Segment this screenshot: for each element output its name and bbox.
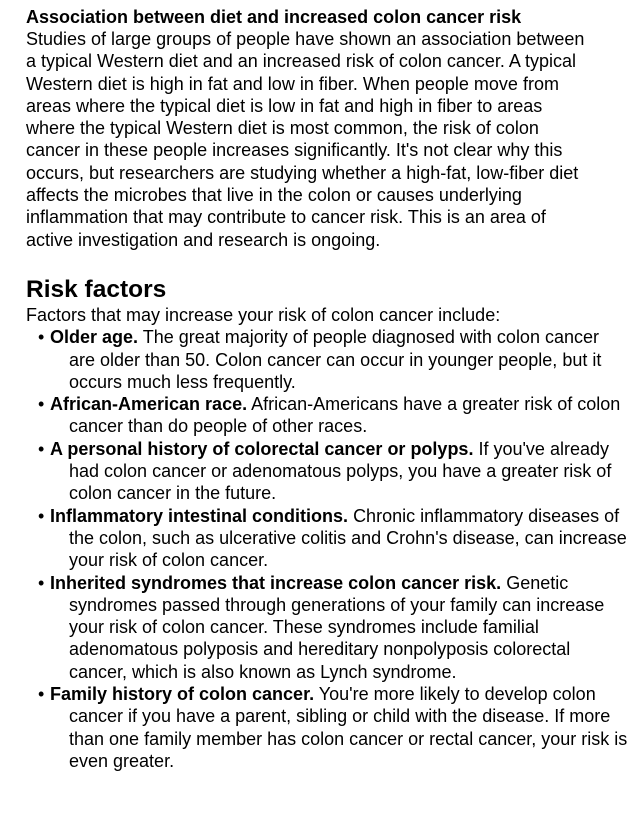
risk-factor-title: Inflammatory intestinal conditions. bbox=[50, 505, 349, 526]
bullet-icon: • bbox=[38, 438, 45, 459]
list-item bbox=[26, 572, 629, 683]
risk-factors-heading: Risk factors bbox=[26, 275, 167, 303]
association-title: Association between diet and increased colon cancer risk bbox=[26, 7, 522, 27]
risk-factor-title: Older age. bbox=[50, 327, 139, 348]
association-paragraph: Studies of large groups of people have shown an association between a typical Western diet and an increased risk of colon cancer. A typical Western diet is high in fat and low in fiber. When people move from areas where the typical diet is low in fat and high in fiber to areas where the typical Western diet is most common, the risk of colon cancer in these people increases significantly. It's not clear why this occurs, but researchers are studying whether a high-fat, low-fiber diet affects the microbes that live in the colon or causes underlying inflammation that may contribute to cancer risk. This is an area of active investigation and research is ongoing. bbox=[26, 29, 585, 250]
list-item bbox=[26, 683, 629, 772]
bullet-icon: • bbox=[38, 505, 45, 526]
risk-factor-title: Family history of colon cancer. bbox=[50, 684, 315, 705]
bullet-icon: • bbox=[38, 327, 45, 348]
list-item bbox=[26, 438, 629, 505]
risk-factor-title: Inherited syndromes that increase colon cancer risk. bbox=[50, 572, 502, 593]
risk-factor-title: A personal history of colorectal cancer or polyps. bbox=[50, 438, 474, 459]
risk-factor-title: African-American race. bbox=[50, 394, 248, 415]
list-item bbox=[26, 326, 629, 393]
risk-factor-text: African-Americans have a greater risk of colon cancer than do people of other races. bbox=[69, 394, 621, 437]
bullet-icon: • bbox=[38, 394, 45, 415]
risk-factor-text: If you've already had colon cancer or adenomatous polyps, you have a greater risk of colon cancer in the future. bbox=[69, 438, 612, 504]
bullet-icon: • bbox=[38, 572, 45, 593]
risk-factors-list bbox=[26, 326, 626, 772]
risk-factors-intro: Factors that may increase your risk of colon cancer include: bbox=[26, 304, 501, 325]
risk-factor-text: The great majority of people diagnosed with colon cancer are older than 50. Colon cancer can occur in younger people, but it occurs much less frequently. bbox=[69, 327, 602, 392]
risk-factor-text: Genetic syndromes passed through generations of your family can increase your risk of colon cancer. These syndromes include familial adenomatous polyposis and hereditary nonpolyposis colorectal cancer, which is also known as Lynch syndrome. bbox=[69, 572, 605, 682]
bullet-icon: • bbox=[38, 684, 45, 705]
risk-factor-text: Chronic inflammatory diseases of the colon, such as ulcerative colitis and Crohn's disease, can increase your risk of colon cancer. bbox=[69, 505, 627, 571]
risk-factor-text: You're more likely to develop colon cancer if you have a parent, sibling or child with the disease. If more than one family member has colon cancer or rectal cancer, your risk is even greater. bbox=[69, 684, 628, 771]
list-item bbox=[26, 505, 629, 572]
list-item bbox=[26, 393, 629, 438]
